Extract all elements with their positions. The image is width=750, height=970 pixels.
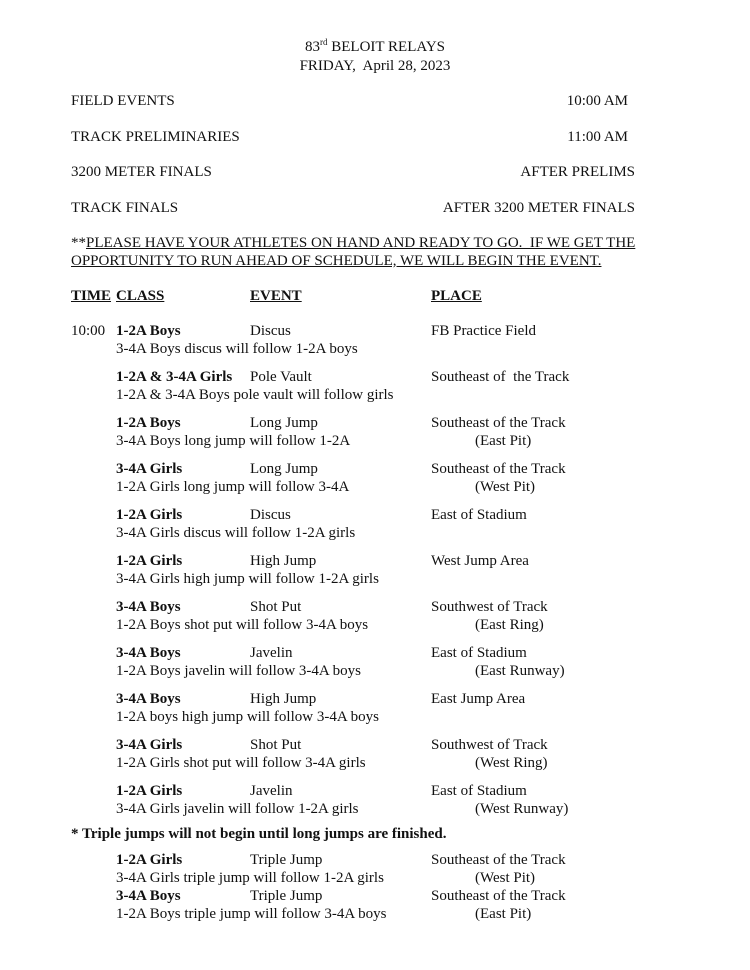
entry-place-detail: (East Runway) [475, 663, 565, 679]
entry-place: West Jump Area [431, 553, 529, 569]
document-date: FRIDAY, April 28, 2023 [299, 58, 451, 74]
entry-class: 3-4A Boys [116, 691, 181, 707]
entry-class: 3-4A Boys [116, 888, 181, 904]
start-time: 10:00 [71, 323, 106, 339]
column-header-time: TIME [71, 288, 112, 304]
entry-class: 1-2A Girls [116, 783, 183, 799]
schedule-time: 11:00 AM [567, 129, 628, 145]
entry-place-detail: (East Pit) [475, 906, 532, 922]
entry-event: Shot Put [250, 737, 302, 753]
entry-note: 1-2A & 3-4A Boys pole vault will follow girls [116, 387, 394, 403]
entry-place: Southeast of the Track [431, 369, 570, 385]
entry-event: Triple Jump [250, 852, 323, 868]
title-suffix: rd [319, 37, 328, 47]
entry-note: 1-2A Boys shot put will follow 3-4A boys [116, 617, 369, 633]
schedule-label: TRACK FINALS [71, 200, 179, 216]
entry-note: 1-2A boys high jump will follow 3-4A boys [116, 709, 379, 725]
entry-place: FB Practice Field [431, 323, 536, 339]
entry-event: Javelin [250, 783, 293, 799]
notice-prefix: ** [71, 235, 86, 251]
schedule-time: 10:00 AM [566, 93, 628, 109]
entry-class: 3-4A Girls [116, 461, 183, 477]
schedule-time: AFTER PRELIMS [520, 164, 635, 180]
notice-line-1: PLEASE HAVE YOUR ATHLETES ON HAND AND READY TO GO. IF WE GET THE [86, 235, 636, 251]
column-header-place: PLACE [431, 288, 482, 304]
entry-note: 1-2A Girls long jump will follow 3-4A [116, 479, 350, 495]
schedule-label: TRACK PRELIMINARIES [71, 129, 240, 145]
column-header-class: CLASS [116, 288, 165, 304]
entry-place-detail: (West Runway) [475, 801, 569, 817]
schedule-label: FIELD EVENTS [71, 93, 175, 109]
entry-event: High Jump [250, 691, 317, 707]
entry-note: 3-4A Girls javelin will follow 1-2A girls [116, 801, 359, 817]
entry-class: 3-4A Girls [116, 737, 183, 753]
entry-place-detail: (East Pit) [475, 433, 532, 449]
entry-note: 3-4A Boys discus will follow 1-2A boys [116, 341, 358, 357]
entry-note: 3-4A Girls high jump will follow 1-2A girls [116, 571, 379, 587]
triple-jump-note: * Triple jumps will not begin until long jumps are finished. [71, 826, 447, 842]
entry-event: High Jump [250, 553, 317, 569]
title-number: 83 [304, 39, 320, 55]
notice-line-2: OPPORTUNITY TO RUN AHEAD OF SCHEDULE, WE WILL BEGIN THE EVENT. [71, 253, 602, 269]
entry-class: 1-2A Boys [116, 323, 181, 339]
entry-place: East of Stadium [431, 783, 527, 799]
entry-place: East Jump Area [431, 691, 526, 707]
entry-class: 1-2A & 3-4A Girls [116, 369, 233, 385]
entry-place: Southeast of the Track [431, 852, 566, 868]
entry-place: Southwest of Track [431, 599, 548, 615]
title-text: BELOIT RELAYS [327, 39, 445, 55]
entry-event: Javelin [250, 645, 293, 661]
schedule-label: 3200 METER FINALS [71, 164, 212, 180]
entry-place: Southeast of the Track [431, 415, 566, 431]
column-header-event: EVENT [250, 288, 302, 304]
entry-note: 3-4A Boys long jump will follow 1-2A [116, 433, 351, 449]
entry-class: 1-2A Girls [116, 553, 183, 569]
entry-note: 3-4A Girls discus will follow 1-2A girls [116, 525, 356, 541]
entry-event: Long Jump [250, 415, 318, 431]
entry-place-detail: (West Pit) [475, 870, 536, 886]
entry-event: Long Jump [250, 461, 318, 477]
entry-event: Discus [250, 323, 291, 339]
entry-event: Discus [250, 507, 291, 523]
entry-class: 3-4A Boys [116, 599, 181, 615]
entry-class: 3-4A Boys [116, 645, 181, 661]
entry-class: 1-2A Girls [116, 852, 183, 868]
entry-place: Southeast of the Track [431, 888, 566, 904]
entry-event: Pole Vault [250, 369, 312, 385]
schedule-time: AFTER 3200 METER FINALS [442, 200, 635, 216]
entry-note: 1-2A Girls shot put will follow 3-4A girls [116, 755, 366, 771]
entry-place: Southeast of the Track [431, 461, 566, 477]
entry-place: Southwest of Track [431, 737, 548, 753]
document-title [0, 38, 750, 56]
entry-class: 1-2A Boys [116, 415, 181, 431]
entry-place-detail: (West Pit) [475, 479, 536, 495]
notice [71, 234, 635, 252]
entry-place-detail: (East Ring) [475, 617, 544, 633]
entry-event: Triple Jump [250, 888, 323, 904]
entry-note: 1-2A Boys javelin will follow 3-4A boys [116, 663, 361, 679]
entry-place-detail: (West Ring) [475, 755, 548, 771]
entry-event: Shot Put [250, 599, 302, 615]
entry-place: East of Stadium [431, 507, 527, 523]
entry-note: 1-2A Boys triple jump will follow 3-4A boys [116, 906, 387, 922]
entry-place: East of Stadium [431, 645, 527, 661]
entry-note: 3-4A Girls triple jump will follow 1-2A girls [116, 870, 384, 886]
entry-class: 1-2A Girls [116, 507, 183, 523]
